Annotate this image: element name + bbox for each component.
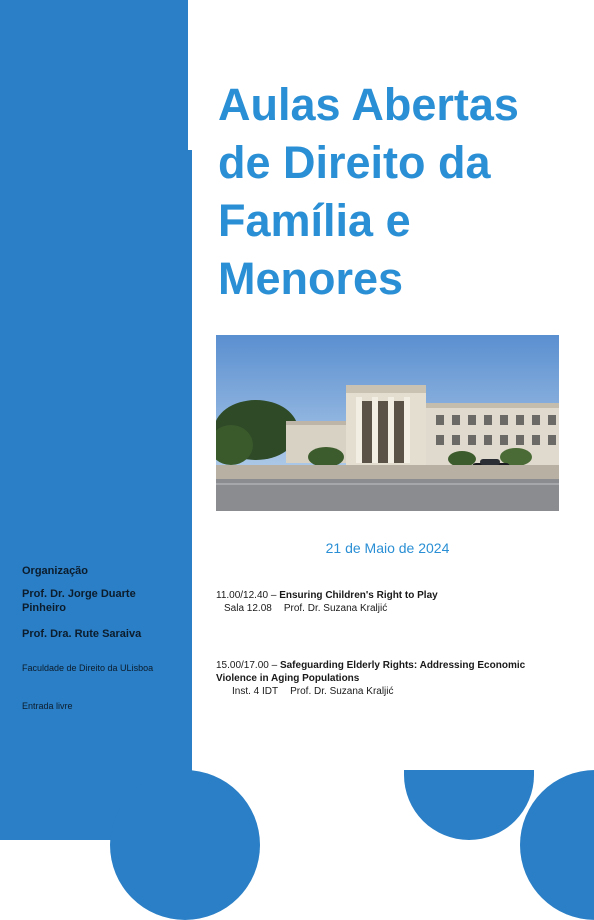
session-meta xyxy=(216,685,566,698)
organizer-name: Prof. Dra. Rute Saraiva xyxy=(22,628,142,640)
sidebar-panel xyxy=(0,0,192,840)
title-line: Aulas Abertas xyxy=(218,79,519,130)
decorative-shape-bottom xyxy=(404,770,534,840)
title-line: de Direito da xyxy=(218,137,491,188)
session-speaker: Prof. Dr. Suzana Kraljić xyxy=(283,603,388,614)
entry-note: Entrada livre xyxy=(22,701,73,711)
organizer-name: Prof. Dr. Jorge Duarte Pinheiro xyxy=(22,588,136,614)
session-time: 11.00/12.40 – xyxy=(216,590,280,601)
session-time: 15.00/17.00 – xyxy=(216,660,280,671)
session-room: Inst. 4 IDT xyxy=(232,686,279,697)
faculty-name: Faculdade de Direito da ULisboa xyxy=(22,663,154,673)
event-date: 21 de Maio de 2024 xyxy=(325,540,450,556)
session-speaker: Prof. Dr. Suzana Kraljić xyxy=(290,686,394,697)
building-photo xyxy=(216,335,559,511)
session-topic: Safeguarding Elderly Rights: Addressing Economic Violence in Aging Populations xyxy=(216,660,526,684)
sidebar-notch xyxy=(188,0,196,150)
session-item xyxy=(216,589,566,615)
session-topic: Ensuring Children's Right to Play xyxy=(279,590,438,601)
session-item xyxy=(216,659,566,698)
title-line: Família e xyxy=(218,195,411,246)
page-title xyxy=(218,76,578,308)
session-meta xyxy=(216,602,566,615)
organization-label: Organização xyxy=(22,565,89,577)
decorative-curve-left xyxy=(110,770,260,920)
session-room: Sala 12.08 xyxy=(224,603,272,614)
title-line: Menores xyxy=(218,253,404,304)
